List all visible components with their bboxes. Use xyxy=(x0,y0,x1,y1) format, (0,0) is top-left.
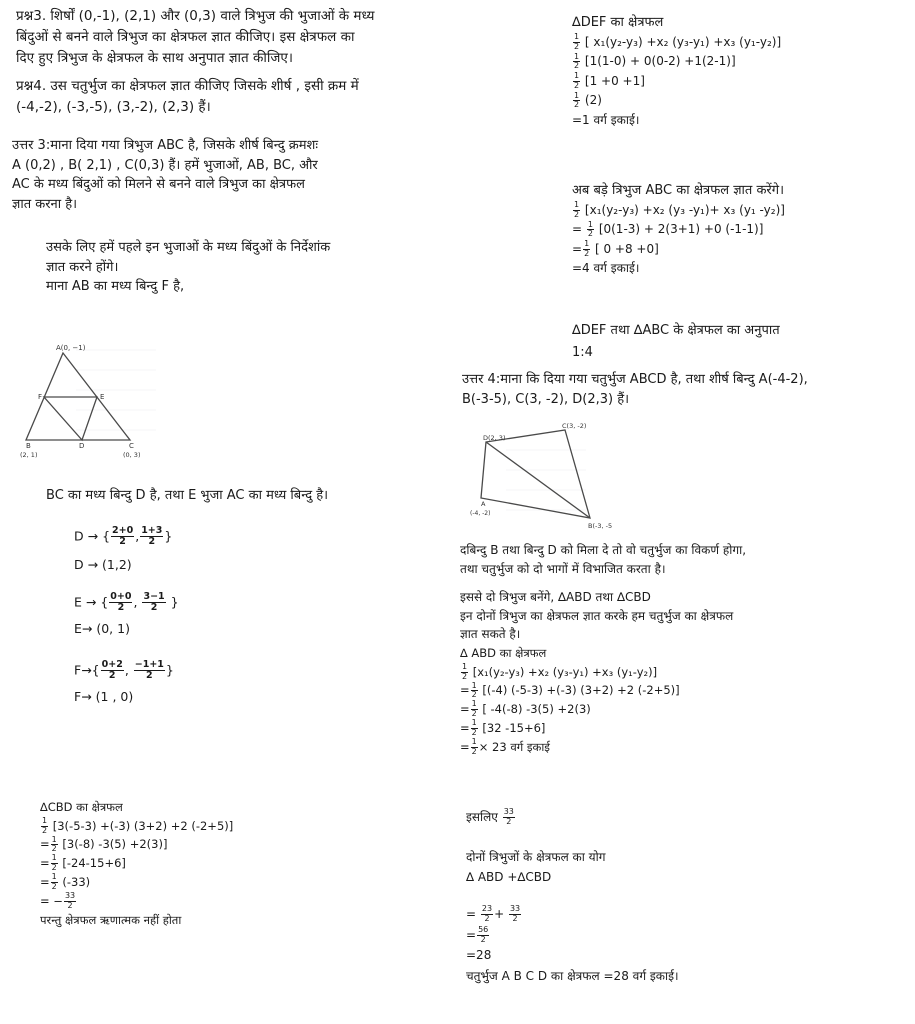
abd-step-1: $\frac{1}{2}$ [x₁(y₂-y₃) +x₂ (y₃-y₁) +x₃ (y₁-y₂)] xyxy=(462,661,658,681)
final-answer: चतुर्भुज A B C D का क्षेत्रफल =28 वर्ग इकाई। xyxy=(466,968,679,983)
midpoint-f-result: F→ (1 , 0) xyxy=(74,689,134,704)
ans4-two-3: ज्ञात सकते है। xyxy=(460,627,521,642)
fig1-label-f: F xyxy=(38,393,43,401)
ans4-line-1: उत्तर 4:माना कि दिया गया चतुर्भुज ABCD है, तथा शीर्ष बिन्दु A(-4-2), xyxy=(462,372,808,387)
sum-step-3: =28 xyxy=(466,948,492,963)
midpoint-f-formula: F→{ $\frac{0+2}{2}$ , $\frac{-1+1}{2}$ } xyxy=(74,659,174,682)
ans3-bc-midpoint: BC का मध्य बिन्दु D है, तथा E भुजा AC का मध्य बिन्दु है। xyxy=(46,488,329,503)
hence-label: इसलिए xyxy=(466,810,498,824)
sum-block xyxy=(466,848,605,888)
ans3-para-1: उसके लिए हमें पहले इन भुजाओं के मध्य बिंदुओं के निर्देशांक xyxy=(46,240,331,255)
abd-step-3: = $\frac{1}{2}$ [ -4(-8) -3(5) +2(3) xyxy=(460,699,591,719)
abc-area-block xyxy=(572,180,785,279)
fig1-label-d: D xyxy=(79,442,85,450)
q4-line-2: (-4,-2), (-3,-5), (3,-2), (2,3) हैं। xyxy=(16,98,211,115)
def-title: ∆DEF का क्षेत्रफल xyxy=(572,15,664,30)
ans4-two-1: इससे दो त्रिभुज बनेंगे, ∆ABD तथा ∆CBD xyxy=(460,590,651,604)
fig2-label-b: B(-3, -5 xyxy=(588,522,613,530)
ratio-value: 1:4 xyxy=(572,345,593,361)
def-step-4: $\frac{1}{2}$ (2) xyxy=(574,90,602,110)
answer-3-midpoint-intro xyxy=(46,238,426,297)
abc-step-1: $\frac{1}{2}$ [x₁(y₂-y₃) +x₂ (y₃ -y₁)+ x₃ (y₁ -y₂)] xyxy=(574,200,785,220)
ratio-block xyxy=(572,320,780,364)
def-step-2: $\frac{1}{2}$ [1(1-0) + 0(0-2) +1(2-1)] xyxy=(574,51,736,71)
f-arrow-label: F→ xyxy=(74,662,92,678)
ans4-two-2: इन दोनों त्रिभुज का क्षेत्रफल ज्ञात करके हम चतुर्भुज का क्षेत्रफल xyxy=(460,608,734,623)
fig1-coord-b: (2, 1) xyxy=(20,451,38,459)
answer-4-intro xyxy=(462,370,808,410)
cbd-area-block xyxy=(40,798,233,929)
abc-title: अब बड़े त्रिभुज ABC का क्षेत्रफल ज्ञात करेंगे। xyxy=(572,183,784,198)
cbd-step-5: = − $\frac{33}{2}$ xyxy=(40,891,76,910)
cbd-step-3: = $\frac{1}{2}$ [-24-15+6] xyxy=(40,853,126,873)
q3-line-2: बिंदुओं से बनने वाले त्रिभुज का क्षेत्रफल ज्ञात कीजिए। इस क्षेत्रफल का xyxy=(16,28,355,45)
ans4-diag-2: तथा चतुर्भुज को दो भागों में विभाजित करता है। xyxy=(460,561,666,576)
q3-line-3: दिए हुए त्रिभुज के क्षेत्रफल के साथ अनुपात ज्ञात कीजिए। xyxy=(16,49,293,66)
ans3-line-3: AC के मध्य बिंदुओं को मिलने से बनने वाले त्रिभुज का क्षेत्रफल xyxy=(12,177,305,192)
midpoint-d-result: D → (1,2) xyxy=(74,557,132,572)
cbd-step-1: $\frac{1}{2}$ [3(-5-3) +(-3) (3+2) +2 (-2+5)] xyxy=(42,815,234,835)
fig2-label-c: C(3, -2) xyxy=(562,422,587,430)
quadrilateral-abcd-figure xyxy=(466,420,616,532)
fig2-coord-a: (-4, -2) xyxy=(470,510,491,517)
ratio-title: ∆DEF तथा ∆ABC के क्षेत्रफल का अनुपात xyxy=(572,323,780,338)
sum-step-2: = $\frac{56}{2}$ xyxy=(466,924,489,944)
ans3-para-2: ज्ञात करने होंगे। xyxy=(46,259,119,275)
abd-step-5: = $\frac{1}{2}$ × 23 वर्ग इकाई xyxy=(460,737,550,756)
q3-line-1: प्रश्न3. शिर्षों (0,-1), (2,1) और (0,3) वाले त्रिभुज की भुजाओं के मध्य xyxy=(16,8,375,24)
fig1-label-c: C xyxy=(129,442,134,450)
q4-line-1: प्रश्न4. उस चतुर्भुज का क्षेत्रफल ज्ञात कीजिए जिसके शीर्ष , इसी क्रम में xyxy=(16,78,359,94)
sum-calculation xyxy=(466,904,679,987)
cbd-step-4: = $\frac{1}{2}$ (-33) xyxy=(40,872,91,892)
ans3-para-3: माना AB का मध्य बिन्दु F है, xyxy=(46,279,185,294)
abc-result: =4 वर्ग इकाई। xyxy=(572,261,640,276)
midpoint-e-result: E→ (0, 1) xyxy=(74,621,130,636)
sum-step-1: = $\frac{23}{2}$ + $\frac{33}{2}$ xyxy=(466,904,521,923)
triangle-abc-figure xyxy=(16,340,161,465)
def-area-block xyxy=(572,12,781,130)
question-3 xyxy=(16,6,416,69)
abd-area-block xyxy=(460,644,680,757)
midpoint-d-formula: D → { $\frac{2+0}{2}$ , $\frac{1+3}{2}$ } xyxy=(74,525,173,548)
cbd-step-2: = $\frac{1}{2}$ [3(-8) -3(5) +2(3)] xyxy=(40,834,168,854)
sum-title: दोनों त्रिभुजों के क्षेत्रफल का योग xyxy=(466,850,606,864)
quadrilateral-abcd xyxy=(481,430,590,518)
def-result: =1 वर्ग इकाई। xyxy=(572,112,640,127)
answer-4-diagonal xyxy=(460,541,746,578)
def-step-1: $\frac{1}{2}$ [ x₁(y₂-y₃) +x₂ (y₃-y₁) +x₃ (y₁-y₂)] xyxy=(574,32,782,52)
triangle-def xyxy=(44,397,97,440)
ans3-line-1: उत्तर 3:माना दिया गया त्रिभुज ABC है, जिसके शीर्ष बिन्दु क्रमशः xyxy=(12,138,318,153)
question-4 xyxy=(16,76,416,118)
fig2-label-a: A xyxy=(481,500,486,508)
cbd-title: ∆CBD का क्षेत्रफल xyxy=(40,800,123,814)
fig1-coord-c: (0, 3) xyxy=(123,451,141,459)
ans4-line-2: B(-3-5), C(3, -2), D(2,3) हैं। xyxy=(462,392,630,408)
ans3-line-2: A (0,2) , B( 2,1) , C(0,3) हैं। हमें भुजाओं, AB, BC, और xyxy=(12,157,318,173)
d-arrow-label: D → xyxy=(74,528,99,544)
abd-title: ∆ ABD का क्षेत्रफल xyxy=(460,646,547,660)
answer-3-intro xyxy=(12,136,432,214)
answer-4-two-triangles xyxy=(460,588,733,644)
def-step-3: $\frac{1}{2}$ [1 +0 +1] xyxy=(574,71,645,90)
midpoint-e-formula: E → { $\frac{0+0}{2}$ , $\frac{3-1}{2}$ } xyxy=(74,591,179,614)
e-arrow-label: E → xyxy=(74,594,97,610)
sum-expression: ∆ ABD +∆CBD xyxy=(466,869,552,884)
abc-step-2: = $\frac{1}{2}$ [0(1-3) + 2(3+1) +0 (-1-1)] xyxy=(572,219,764,239)
ans3-line-4: ज्ञात करना है। xyxy=(12,196,78,212)
fig2-label-d: D(2, 3) xyxy=(483,434,506,442)
fig1-label-b: B xyxy=(26,442,31,450)
abd-step-2: = $\frac{1}{2}$ [(-4) (-5-3) +(-3) (3+2) +2 (-2+5)] xyxy=(460,680,680,700)
fig1-label-a: A(0, −1) xyxy=(56,344,86,352)
abd-step-4: = $\frac{1}{2}$ [32 -15+6] xyxy=(460,718,546,738)
diagonal-bd xyxy=(486,442,590,518)
fig1-label-e: E xyxy=(100,393,105,401)
hence-line: इसलिए $\frac{33}{2}$ xyxy=(466,807,514,826)
abc-step-3: = $\frac{1}{2}$ [ 0 +8 +0] xyxy=(572,239,659,258)
cbd-note: परन्तु क्षेत्रफल ऋणात्मक नहीं होता xyxy=(40,912,182,927)
ans4-diag-1: दबिन्दु B तथा बिन्दु D को मिला दे तो वो चतुर्भुज का विकर्ण होगा, xyxy=(460,543,747,557)
